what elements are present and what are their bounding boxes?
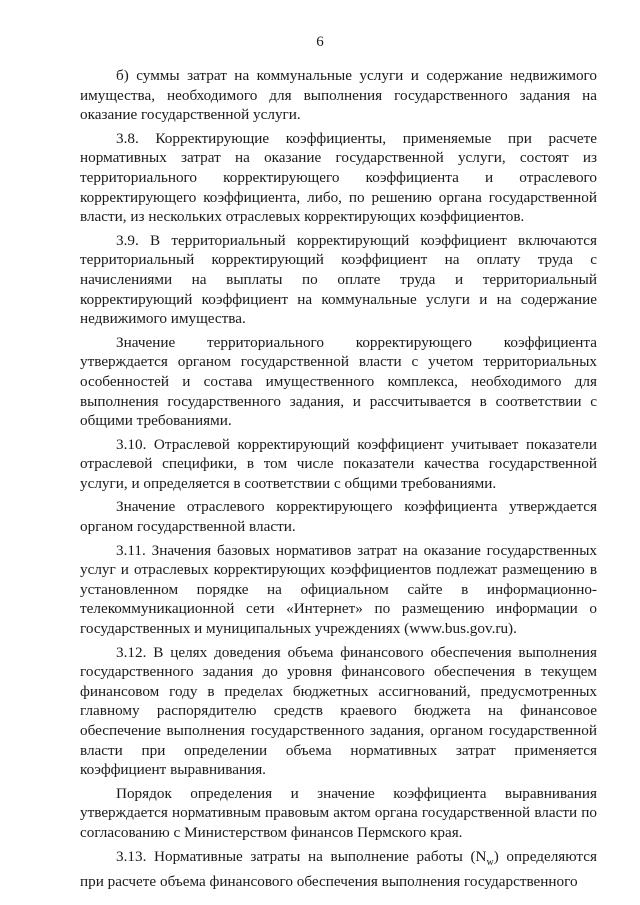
paragraph-3-9: 3.9. В территориальный корректирующий коэффициент включаются территориальный корректирующий коэффициент на оплату труда с начислениями на выплаты по оплате труда и территориальный корректирующий коэффициент на коммунальные услуги и на содержание недвижимого имущества. [80,231,597,328]
paragraph-b: б) суммы затрат на коммунальные услуги и содержание недвижимого имущества, необходимого для выполнения государственного задания на оказание государственной услуги. [80,67,597,124]
document-body [80,66,597,896]
paragraph-3-13 [80,847,597,892]
paragraph-3-12: 3.12. В целях доведения объема финансового обеспечения выполнения государственного задания до уровня финансового обеспечения в текущем финансовом году в пределах бюджетных ассигнований, предусмотренных главному распорядителю средств краевого бюджета на финансовое обеспечение выполнения государственного задания, органом государственной власти при определении объема нормативных затрат применяется коэффициент выравнивания. [80,643,597,779]
paragraph-3-13-end: ) определяются при расчете объема финансового обеспечения выполнения государственного [80,847,597,891]
paragraph-equalization-order: Порядок определения и значение коэффициента выравнивания утверждается нормативным правовым актом органа государственной власти по согласованию с Министерством финансов Пермского края. [80,784,597,841]
paragraph-3-13-subscript: w [486,856,494,868]
paragraph-3-8: 3.8. Корректирующие коэффициенты, применяемые при расчете нормативных затрат на оказание государственной услуги, состоят из территориального корректирующего коэффициента и отраслевого корректирующего коэффициента, либо, по решению органа государственной власти, из нескольких отраслевых корректирующих коэффициентов. [80,129,597,226]
paragraph-3-10: 3.10. Отраслевой корректирующий коэффициент учитывает показатели отраслевой специфики, в том числе показатели качества государственной услуги, и определяется в соответствии с общими требованиями. [80,435,597,492]
paragraph-sector-value: Значение отраслевого корректирующего коэффициента утверждается органом государственной власти. [80,498,597,536]
paragraph-3-11: 3.11. Значения базовых нормативов затрат на оказание государственных услуг и отраслевых корректирующих коэффициентов подлежат размещению в установленном порядке на официальном сайте в информационно-телекоммуникационной сети «Интернет» по размещению информации о государственных и муниципальных учреждениях (www.bus.gov.ru). [80,541,597,638]
paragraph-3-13-start: 3.13. Нормативные затраты на выполнение работы (N [116,847,487,865]
paragraph-territorial-value: Значение территориального корректирующего коэффициента утверждается органом государственной власти с учетом территориальных особенностей и состава имущественного комплекса, необходимого для выполнения государственного задания, и рассчитывается в соответствии с общими требованиями. [80,333,597,430]
page-number: 6 [316,34,324,50]
